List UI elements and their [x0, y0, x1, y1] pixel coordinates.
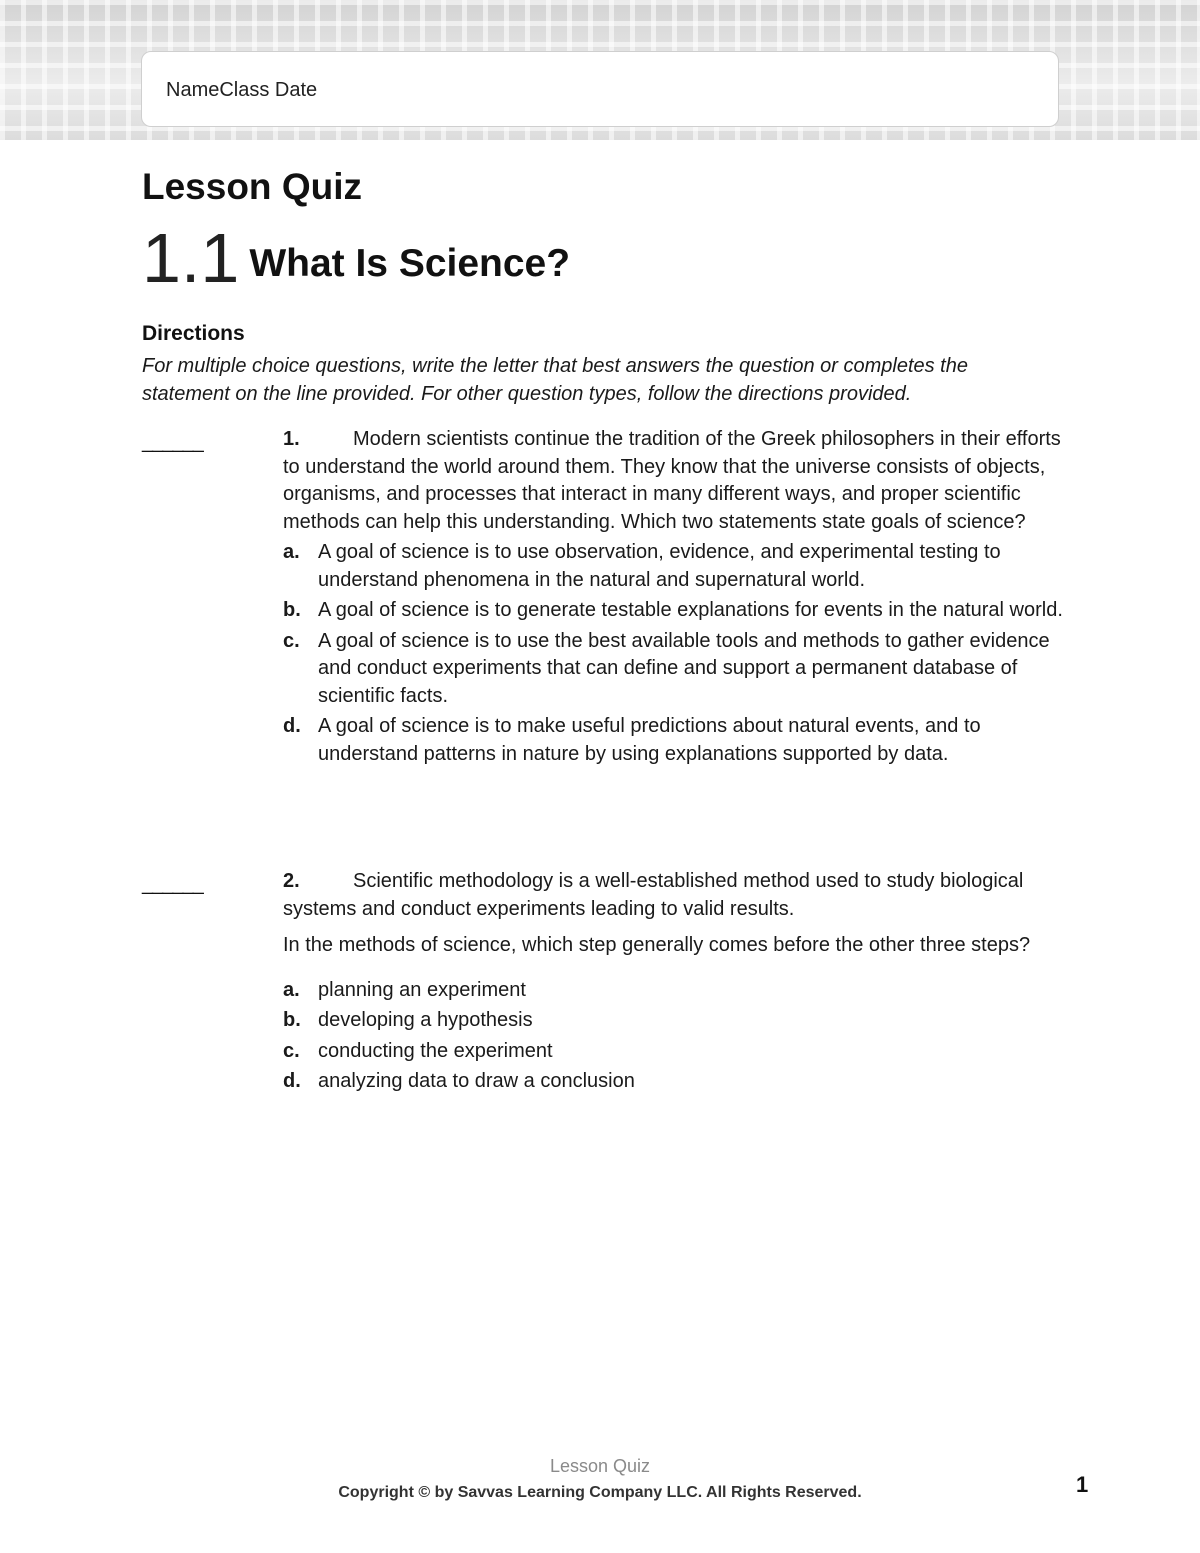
- copyright-notice: Copyright © by Savvas Learning Company LLC. All Rights Reserved.: [338, 1484, 862, 1501]
- page-number: 1: [1076, 1472, 1089, 1497]
- question-number: 1.: [283, 428, 300, 450]
- lesson-title: What Is Science?: [249, 242, 571, 285]
- option-letter: d.: [283, 715, 301, 737]
- page-title: Lesson Quiz: [142, 166, 362, 207]
- option-text: developing a hypothesis: [318, 1009, 533, 1031]
- option-letter: b.: [283, 599, 301, 621]
- option-b: [283, 1007, 1063, 1035]
- question-text: Scientific methodology is a well-established method used to study biological systems and conduct experiments leading to valid results.: [283, 870, 1024, 920]
- question-number: 2.: [283, 870, 300, 892]
- lesson-heading: [142, 218, 570, 298]
- question-text: Modern scientists continue the tradition of the Greek philosophers in their efforts to understand the world around them. They know that the universe consists of objects, organisms, and processes that interact in many different ways, and proper scientific methods can help this understanding. Which two statements state goals of science?: [283, 428, 1061, 533]
- option-letter: c.: [283, 1039, 300, 1062]
- option-text: A goal of science is to use observation, evidence, and experimental testing to understand phenomena in the natural and supernatural world.: [318, 541, 1001, 591]
- footer-label: Lesson Quiz: [549, 1456, 651, 1476]
- option-c: [283, 1038, 1063, 1066]
- option-letter: c.: [283, 629, 300, 652]
- option-d: [283, 1068, 1063, 1096]
- option-a: [283, 977, 1063, 1005]
- option-text: planning an experiment: [318, 978, 526, 1001]
- directions-text: For multiple choice questions, write the letter that best answers the question or completes the statement on the line provided. For other question types, follow the directions provided.: [142, 355, 968, 405]
- option-text: analyzing data to draw a conclusion: [318, 1070, 635, 1092]
- option-text: conducting the experiment: [318, 1039, 553, 1062]
- name-class-date-box: [141, 51, 1059, 127]
- lesson-number: 1.1: [142, 219, 240, 297]
- option-letter: b.: [283, 1009, 301, 1031]
- option-b: [283, 597, 1063, 625]
- question-subtext: In the methods of science, which step generally comes before the other three steps?: [283, 934, 1031, 956]
- option-letter: a.: [283, 541, 300, 563]
- option-text: A goal of science is to use the best available tools and methods to gather evidence and conduct experiments that can define and support a permanent database of scientific facts.: [318, 629, 1050, 707]
- option-c: [283, 628, 1063, 711]
- question-2: [283, 868, 1063, 1096]
- option-letter: d.: [283, 1070, 301, 1092]
- option-text: A goal of science is to generate testable explanations for events in the natural world.: [318, 599, 1063, 621]
- option-letter: a.: [283, 978, 300, 1001]
- name-class-date-label: NameClass Date: [166, 79, 318, 101]
- answer-blank-1[interactable]: ______: [142, 431, 203, 453]
- option-a: [283, 539, 1063, 594]
- answer-blank-2[interactable]: ______: [142, 873, 203, 895]
- question-1: [283, 426, 1063, 768]
- directions-heading: Directions: [142, 322, 245, 345]
- option-d: [283, 713, 1063, 768]
- option-text: A goal of science is to make useful predictions about natural events, and to understand patterns in nature by using explanations supported by data.: [318, 715, 981, 765]
